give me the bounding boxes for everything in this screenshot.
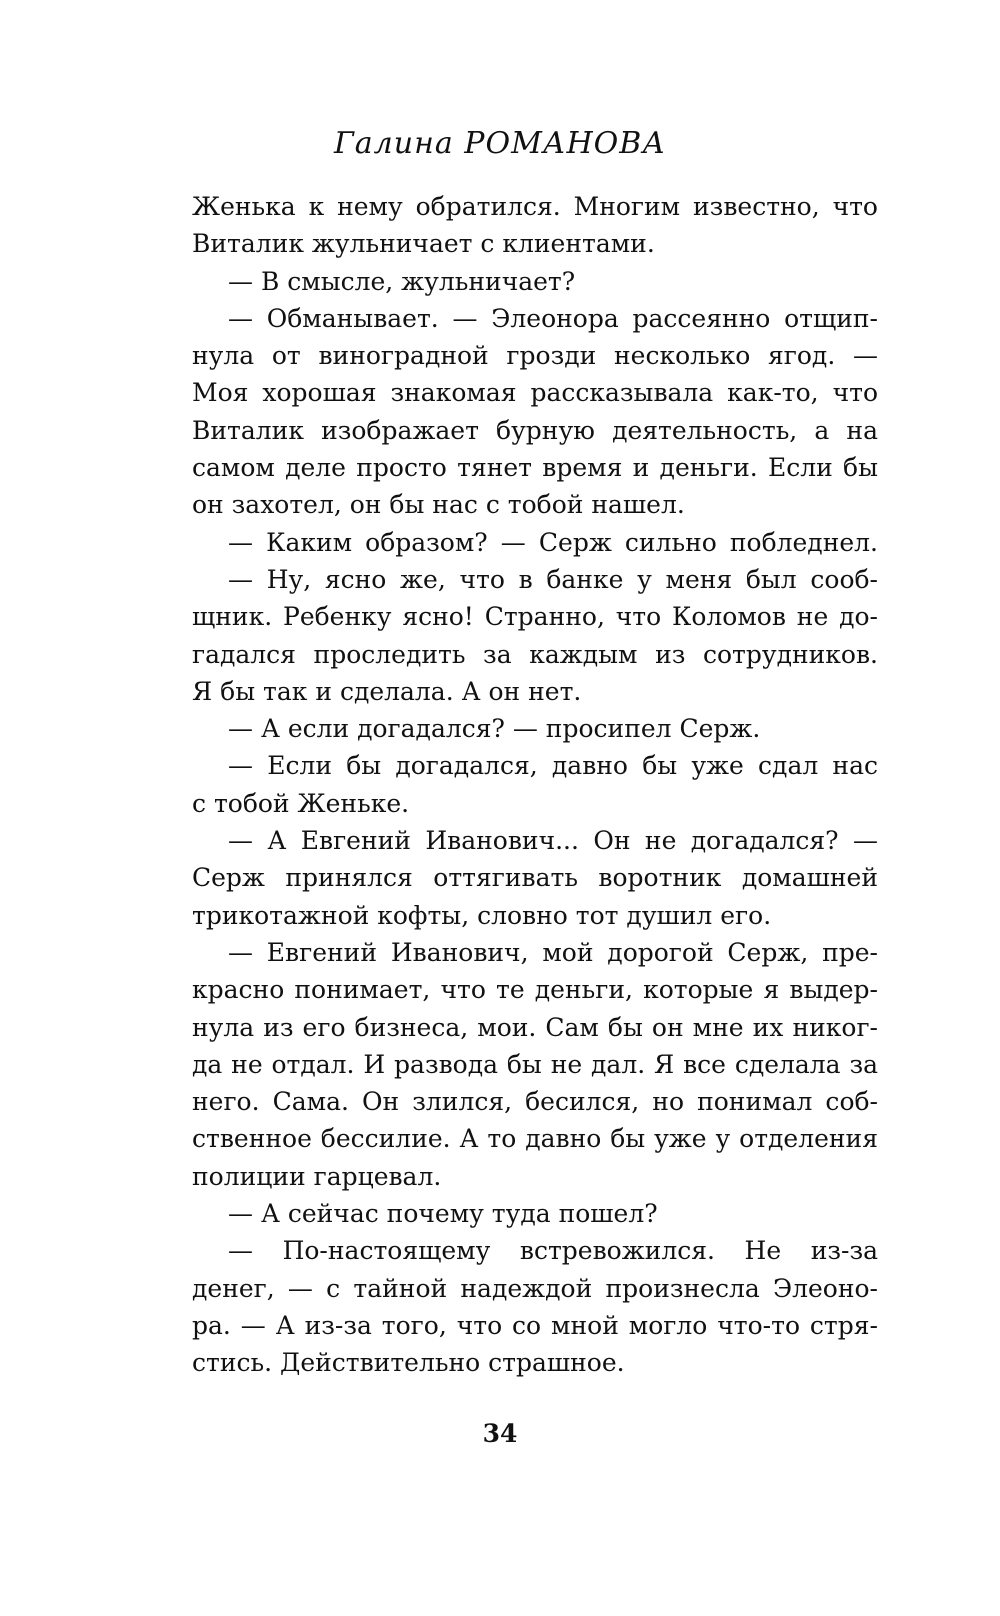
text-line: денег, — с тайной надеждой произнесла Элеоно- [192,1273,878,1303]
text-line: да не отдал. И развода бы не дал. Я все сделала за [192,1049,878,1079]
text-line: нула из его бизнеса, мои. Сам бы он мне их никог- [192,1012,878,1042]
text-line: — А если догадался? — просипел Серж. [228,714,761,744]
text-line: — А Евгений Иванович... Он не догадался? — [228,826,878,856]
text-line: Я бы так и сделала. А он нет. [192,676,582,706]
running-head: Галина РОМАНОВА [333,126,667,161]
text-line: с тобой Женьке. [192,788,410,818]
text-line: Виталик жульничает с клиентами. [192,229,655,259]
text-line: ственное бессилие. А то давно бы уже у отделения [192,1124,878,1154]
text-line: — По-настоящему встревожился. Не из-за [228,1236,878,1266]
text-line: он захотел, он бы нас с тобой нашел. [192,490,685,520]
text-line: — А сейчас почему туда пошел? [228,1199,658,1229]
page-number: 34 [482,1419,518,1448]
text-line: щник. Ребенку ясно! Странно, что Коломов не до- [192,602,878,632]
text-line: — Обманывает. — Элеонора рассеянно отщип- [228,303,878,333]
text-line: красно понимает, что те деньги, которые я выдер- [192,975,878,1005]
text-line: стись. Действительно страшное. [192,1348,625,1378]
text-line: гадался проследить за каждым из сотрудников. [192,639,878,669]
text-line: — Евгений Иванович, мой дорогой Серж, пре- [228,937,878,967]
text-line: — Каким образом? — Серж сильно побледнел. [228,527,878,557]
text-line: Женька к нему обратился. Многим известно, что [192,192,878,221]
page-text [192,188,878,1382]
text-line: — Ну, ясно же, что в банке у меня был сооб- [228,564,878,594]
text-line: Моя хорошая знакомая рассказывала как-то, что [192,378,878,408]
text-line: Серж принялся оттягивать воротник домашней [192,863,878,893]
text-line: ра. — А из-за того, что со мной могло что-то стря- [192,1310,878,1340]
text-line: полиции гарцевал. [192,1161,442,1191]
text-line: Виталик изображает бурную деятельность, а на [192,415,878,445]
text-line: нула от виноградной грозди несколько ягод. — [192,341,878,371]
text-line: него. Сама. Он злился, бесился, но понимал соб- [192,1087,878,1117]
text-line: трикотажной кофты, словно тот душил его. [192,900,772,930]
text-line: самом деле просто тянет время и деньги. Если бы [192,453,878,483]
text-line: — В смысле, жульничает? [228,266,576,296]
text-line: — Если бы догадался, давно бы уже сдал нас [228,751,878,781]
